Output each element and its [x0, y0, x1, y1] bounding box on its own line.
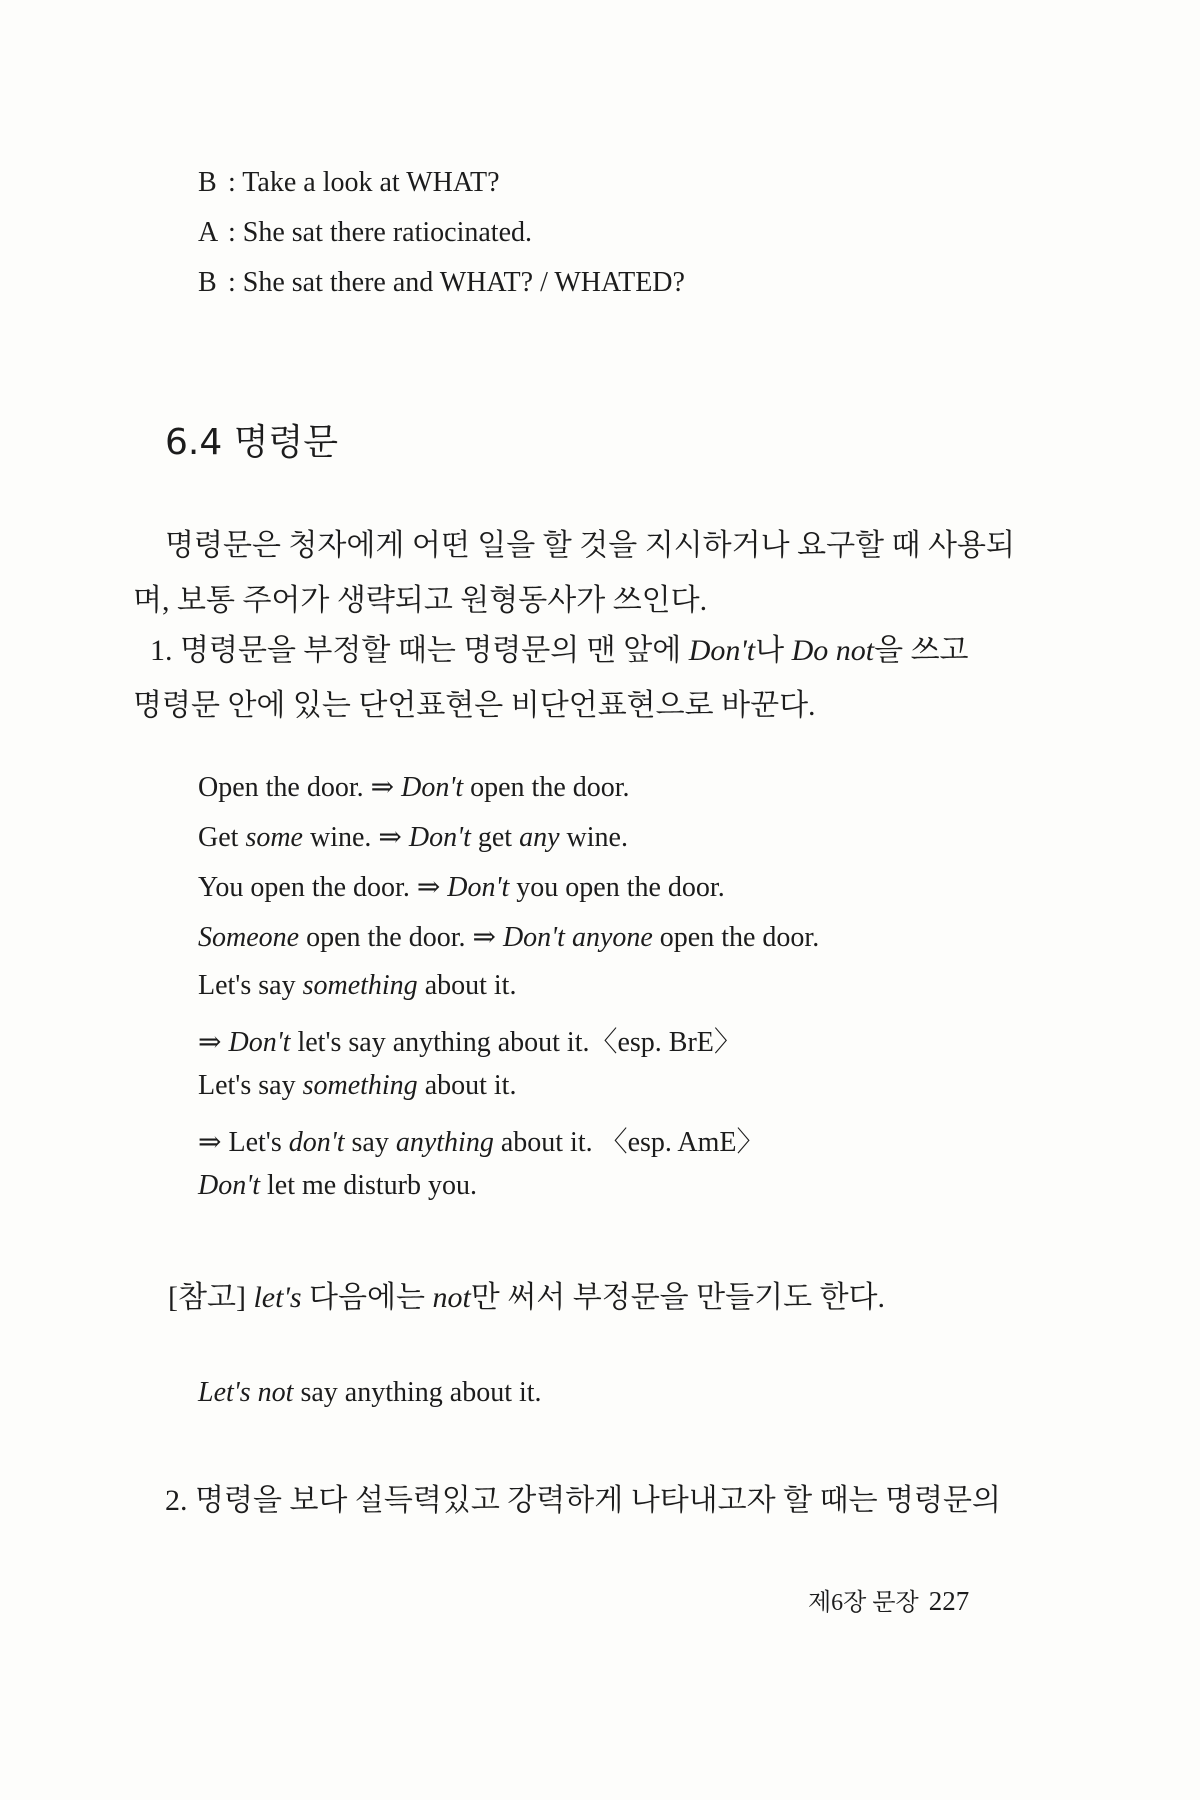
text-run: 나	[755, 634, 792, 667]
example-line	[198, 770, 630, 804]
speaker-colon: :	[228, 267, 243, 298]
italic-text: something	[302, 1070, 418, 1101]
example-line	[198, 1020, 742, 1060]
text-run: ⇒	[198, 1027, 229, 1058]
dialogue-line	[198, 167, 500, 199]
italic-text: something	[302, 970, 418, 1001]
text-run: wine. ⇒	[302, 822, 409, 853]
text-run: 을 쓰고	[874, 634, 969, 667]
text-run: ⇒ Let's	[198, 1127, 289, 1158]
example-line	[198, 870, 725, 904]
text-run: Let's say	[198, 1070, 303, 1101]
text-run: Let's say	[198, 970, 303, 1001]
section-heading: 6.4 명령문	[165, 422, 339, 463]
speaker-colon: :	[228, 217, 243, 248]
intro-line	[133, 680, 816, 724]
item-2-line	[165, 1475, 1001, 1519]
text-run: She sat there ratiocinated.	[242, 217, 532, 248]
intro-line	[133, 575, 707, 619]
speaker-label: B	[198, 267, 217, 298]
dialogue-line	[198, 267, 685, 299]
italic-text: let's	[253, 1281, 302, 1314]
text-run: 2. 명령을 보다 설득력있고 강력하게 나타내고자 할 때는 명령문의	[165, 1484, 1001, 1517]
text-run: 1. 명령문을 부정할 때는 명령문의 맨 앞에	[150, 634, 689, 667]
text-run: wine.	[559, 822, 628, 853]
text-run: get	[470, 822, 520, 853]
text-run: about it.	[417, 970, 517, 1001]
example-line	[198, 820, 628, 854]
text-run: [참고]	[168, 1281, 254, 1314]
dialogue-line	[198, 217, 532, 249]
text-run: Open the door. ⇒	[198, 772, 402, 803]
italic-text: Don't	[228, 1027, 291, 1058]
italic-text: anything	[395, 1127, 494, 1158]
italic-text: Don't	[401, 772, 464, 803]
italic-text: Don't	[688, 634, 756, 667]
italic-text: don't	[288, 1127, 345, 1158]
text-run: open the door.	[652, 922, 820, 953]
speaker-label: A	[198, 217, 219, 248]
text-run: 며, 보통 주어가 생략되고 원형동사가 쓰인다.	[133, 584, 708, 617]
text-run: Get	[198, 822, 246, 853]
note-example	[198, 1377, 542, 1409]
italic-text: Someone	[198, 922, 300, 953]
italic-text: Let's not	[198, 1377, 294, 1408]
text-run: say	[344, 1127, 396, 1158]
italic-text: some	[245, 822, 303, 853]
speaker-colon: :	[228, 167, 243, 198]
example-line	[198, 920, 819, 954]
example-line	[198, 1070, 516, 1102]
text-run: 명령문 안에 있는 단언표현은 비단언표현으로 바꾼다.	[133, 689, 816, 722]
text-run: Take a look at WHAT?	[242, 167, 500, 198]
text-run: 다음에는	[301, 1281, 433, 1314]
intro-line	[165, 520, 1015, 564]
chapter-label: 제6장 문장	[808, 1590, 919, 1616]
text-run: 명령문은 청자에게 어떤 일을 할 것을 지시하거나 요구할 때 사용되	[165, 529, 1015, 562]
italic-text: Don't	[408, 822, 471, 853]
text-run: You open the door. ⇒	[198, 872, 448, 903]
italic-text: Don't	[447, 872, 510, 903]
italic-text: any	[519, 822, 560, 853]
intro-line	[150, 625, 969, 669]
page-number: 227	[928, 1586, 970, 1616]
italic-text: Don't	[198, 1170, 260, 1201]
text-run: let's say anything about it.〈esp. BrE〉	[290, 1027, 742, 1058]
italic-text: Don't anyone	[502, 922, 653, 953]
text-run: you open the door.	[509, 872, 725, 903]
page-footer	[808, 1582, 969, 1617]
italic-text: Do not	[791, 634, 875, 667]
text-run: say anything about it.	[293, 1377, 542, 1408]
speaker-label: B	[198, 167, 217, 198]
text-run: about it.	[417, 1070, 517, 1101]
example-line	[198, 970, 516, 1002]
text-run: 만 써서 부정문을 만들기도 한다.	[470, 1281, 886, 1314]
text-run: let me disturb you.	[260, 1170, 477, 1201]
text-run: open the door.	[463, 772, 630, 803]
text-run: She sat there and WHAT? / WHATED?	[242, 267, 685, 298]
example-line	[198, 1170, 477, 1202]
text-run: open the door. ⇒	[299, 922, 503, 953]
example-line	[198, 1120, 764, 1160]
italic-text: not	[432, 1281, 471, 1314]
note-line	[168, 1272, 885, 1316]
text-run: about it. 〈esp. AmE〉	[493, 1127, 765, 1158]
